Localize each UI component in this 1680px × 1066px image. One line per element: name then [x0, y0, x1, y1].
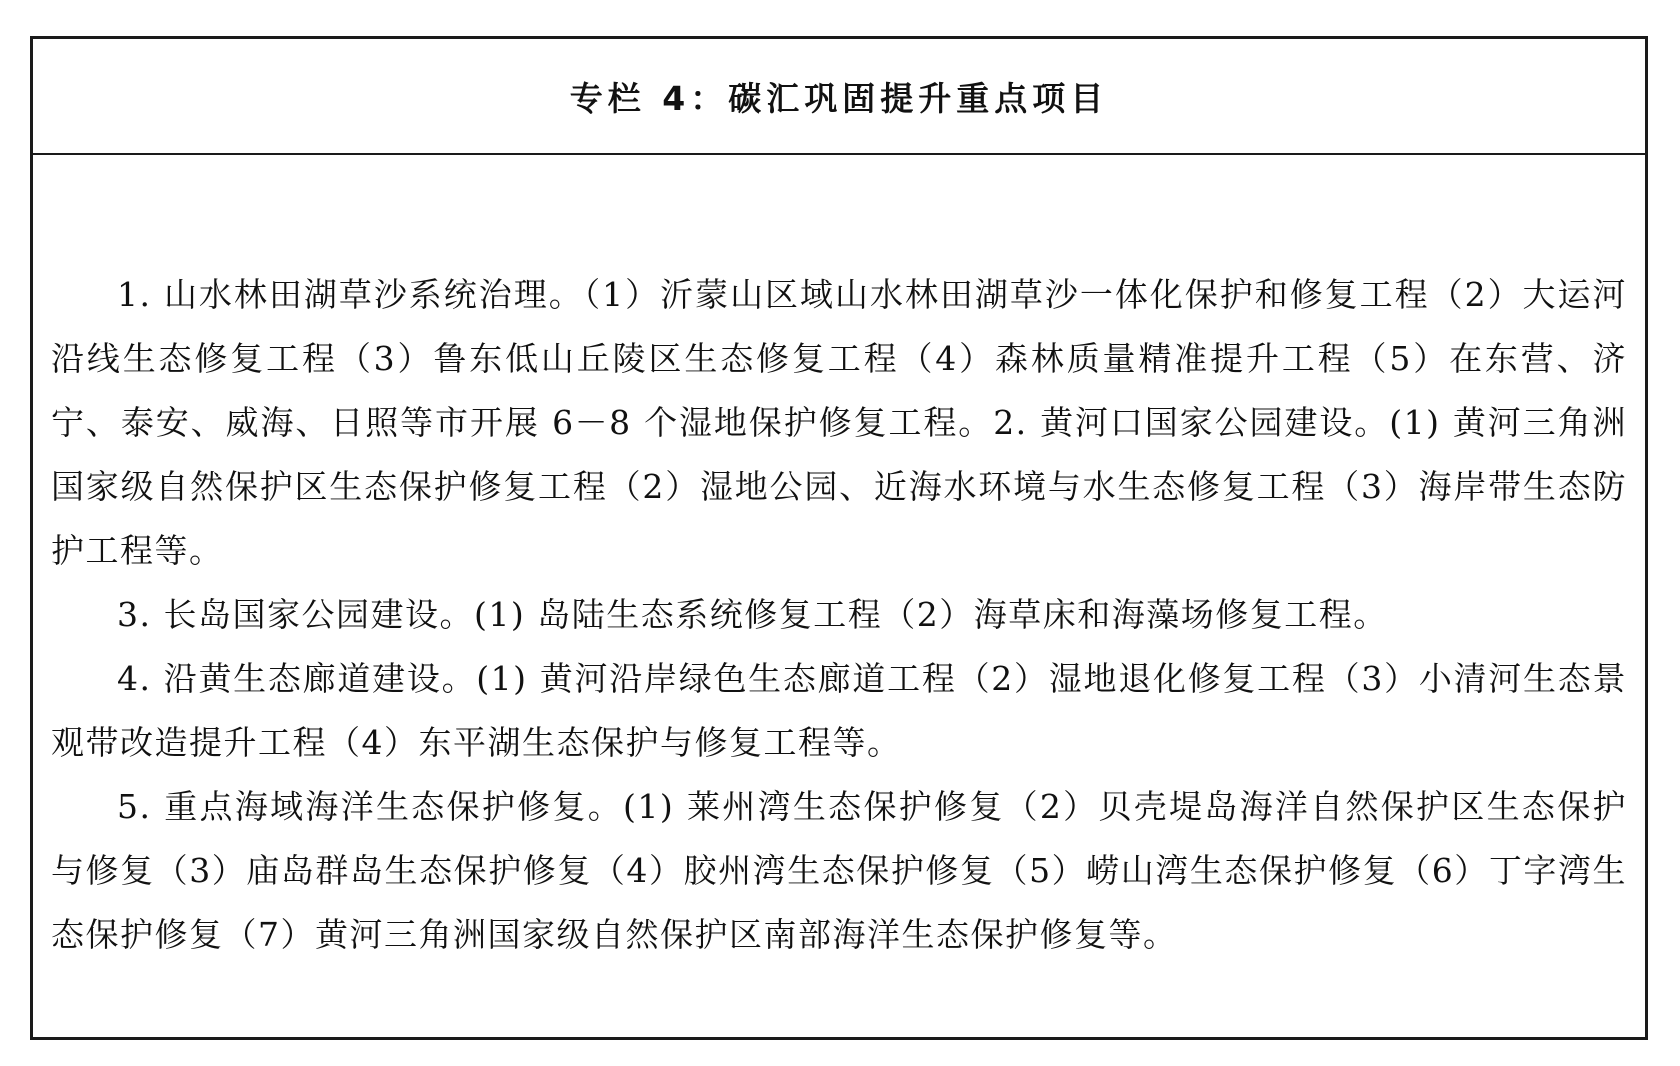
paragraph-3: 4. 沿黄生态廊道建设。(1) 黄河沿岸绿色生态廊道工程（2）湿地退化修复工程（3）小清河生态景观带改造提升工程（4）东平湖生态保护与修复工程等。	[51, 659, 1627, 762]
box-header	[33, 39, 1645, 155]
box-body	[51, 263, 1627, 967]
paragraph-1: 1. 山水林田湖草沙系统治理。（1）沂蒙山区域山水林田湖草沙一体化保护和修复工程（2）大运河沿线生态修复工程（3）鲁东低山丘陵区生态修复工程（4）森林质量精准提升工程（5）在东营、济宁、泰安、威海、日照等市开展 6－8 个湿地保护修复工程。2. 黄河口国家公园建设。(1) 黄河三角洲国家级自然保护区生态保护修复工程（2）湿地公园、近海水环境与水生态修复工程（3）海岸带生态防护工程等。	[51, 275, 1627, 570]
box-title: 专栏 4：碳汇巩固提升重点项目	[569, 78, 1109, 118]
project-box	[30, 36, 1648, 1040]
paragraph-4: 5. 重点海域海洋生态保护修复。(1) 莱州湾生态保护修复（2）贝壳堤岛海洋自然保护区生态保护与修复（3）庙岛群岛生态保护修复（4）胶州湾生态保护修复（5）崂山湾生态保护修复（6）丁字湾生态保护修复（7）黄河三角洲国家级自然保护区南部海洋生态保护修复等。	[51, 787, 1627, 954]
paragraph-2: 3. 长岛国家公园建设。(1) 岛陆生态系统修复工程（2）海草床和海藻场修复工程。	[117, 595, 1388, 634]
